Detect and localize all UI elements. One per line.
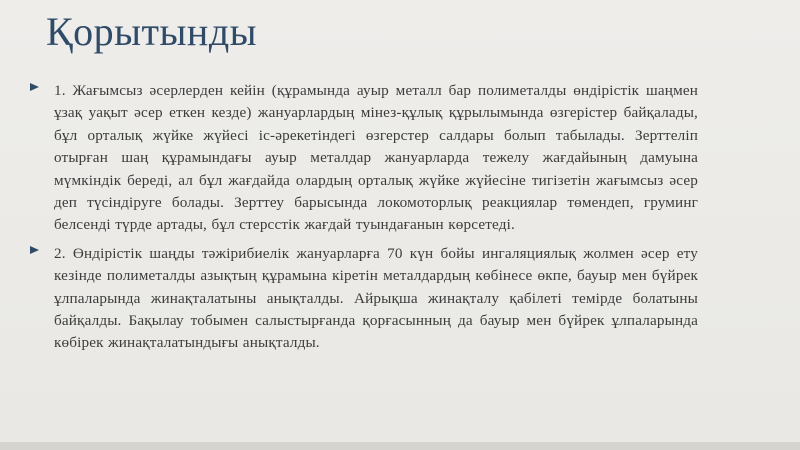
slide-content xyxy=(30,80,698,361)
bullet-arrow-icon xyxy=(30,83,39,91)
bullet-item-2 xyxy=(30,243,698,355)
bullet-arrow-icon xyxy=(30,246,39,254)
bullet-text-2: 2. Өндірістік шаңды тәжірибиелік жануарларға 70 күн бойы ингаляциялық жолмен әсер ету кезінде полиметалды азықтың құрамына кіретін металдардың көбінесе өкпе, бауыр мен бүйрек ұлпаларында жинақталатыны анықталды. Айрықша жинақталу қабілеті темірде болатыны байқалды. Бақылау тобымен салыстырғанда қорғасынның да бауыр мен бүйрек ұлпаларында көбірек жинақталатындығы анықталды. xyxy=(54,244,698,352)
bullet-text-1: 1. Жағымсыз әсерлерден кейін (құрамында ауыр металл бар полиметалды өндірістік шаңмен ұзақ уақыт әсер еткен кезде) жануарлардың мінез-құлық құрылымында өзгерістер байқалады, бұл орталық жүйке жүйесі іс-әрекетіндегі өзгерстер салдары болып табылады. Зерттеліп отырған шаң құрамындағы ауыр металдар жануарларда тежелу жағдайының дамуына мүмкіндік береді, ал бұл жағдайда олардың орталық жүйке жүйесіне тигізетін жағымсыз әсер деп түсіндіруге болады. Зерттеу барысында локомоторлық реакциялар төмендеп, груминг белсенді түрде артады, бұл стерсстік жағдай туындағанын көрсетеді. xyxy=(54,82,698,234)
bullet-item-1 xyxy=(30,80,698,237)
slide-title: Қорытынды xyxy=(46,9,258,54)
bottom-bar xyxy=(0,442,800,450)
